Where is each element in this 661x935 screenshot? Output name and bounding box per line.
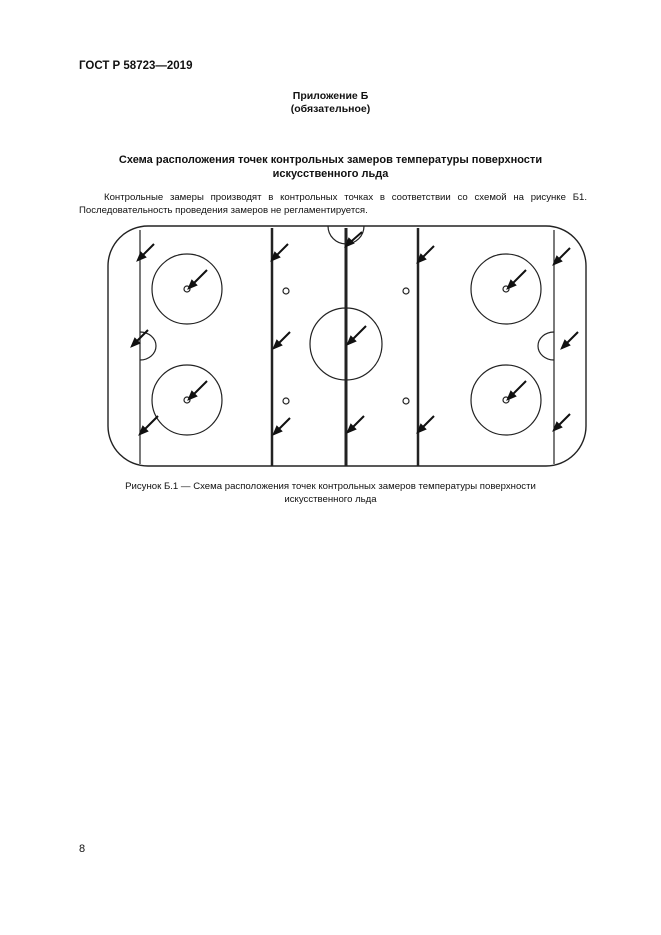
arrow-icon — [346, 232, 362, 246]
body-paragraph: Контрольные замеры производят в контрольных точках в соответствии со схемой на рисунке Б1. Последовательность проведения замеров не регламентируется. — [79, 192, 587, 216]
arrow-icon — [418, 416, 434, 432]
ice-rink-diagram — [100, 222, 595, 472]
arrow-icon — [274, 332, 290, 348]
goal-crease-right — [538, 332, 554, 360]
arrow-icon — [554, 414, 570, 430]
arrow-icon — [508, 270, 526, 288]
page-number: 8 — [79, 843, 86, 855]
faceoff-circle-right-top — [471, 254, 541, 324]
figure-caption-line1: Рисунок Б.1 — Схема расположения точек контрольных замеров температуры поверхности — [125, 481, 536, 492]
neutral-dot — [283, 398, 289, 404]
arrow-icon — [274, 418, 290, 434]
arrow-icon — [348, 416, 364, 432]
arrow-icon — [554, 248, 570, 264]
measurement-arrows — [132, 232, 578, 434]
arrow-icon — [189, 270, 207, 288]
faceoff-circle-right-bottom — [471, 365, 541, 435]
arrow-icon — [140, 416, 158, 434]
figure-caption-line2: искусственного льда — [284, 493, 377, 505]
section-title-line1: Схема расположения точек контрольных замеров температуры поверхности — [118, 154, 543, 166]
appendix-status: (обязательное) — [290, 103, 371, 115]
section-title-line2: искусственного льда — [272, 168, 389, 180]
appendix-title: Приложение Б — [292, 90, 369, 102]
neutral-dot — [403, 398, 409, 404]
figure-caption — [110, 481, 551, 506]
arrow-icon — [508, 381, 526, 399]
appendix-heading — [0, 90, 661, 116]
arrow-icon — [189, 381, 207, 399]
arrow-icon — [562, 332, 578, 348]
neutral-dot — [403, 288, 409, 294]
neutral-dot — [283, 288, 289, 294]
document-header: ГОСТ Р 58723—2019 — [79, 60, 193, 72]
arrow-icon — [272, 244, 288, 260]
faceoff-circle-left-bottom — [152, 365, 222, 435]
arrow-icon — [418, 246, 434, 262]
section-title — [100, 153, 561, 181]
arrow-icon — [348, 326, 366, 344]
faceoff-circle-left-top — [152, 254, 222, 324]
